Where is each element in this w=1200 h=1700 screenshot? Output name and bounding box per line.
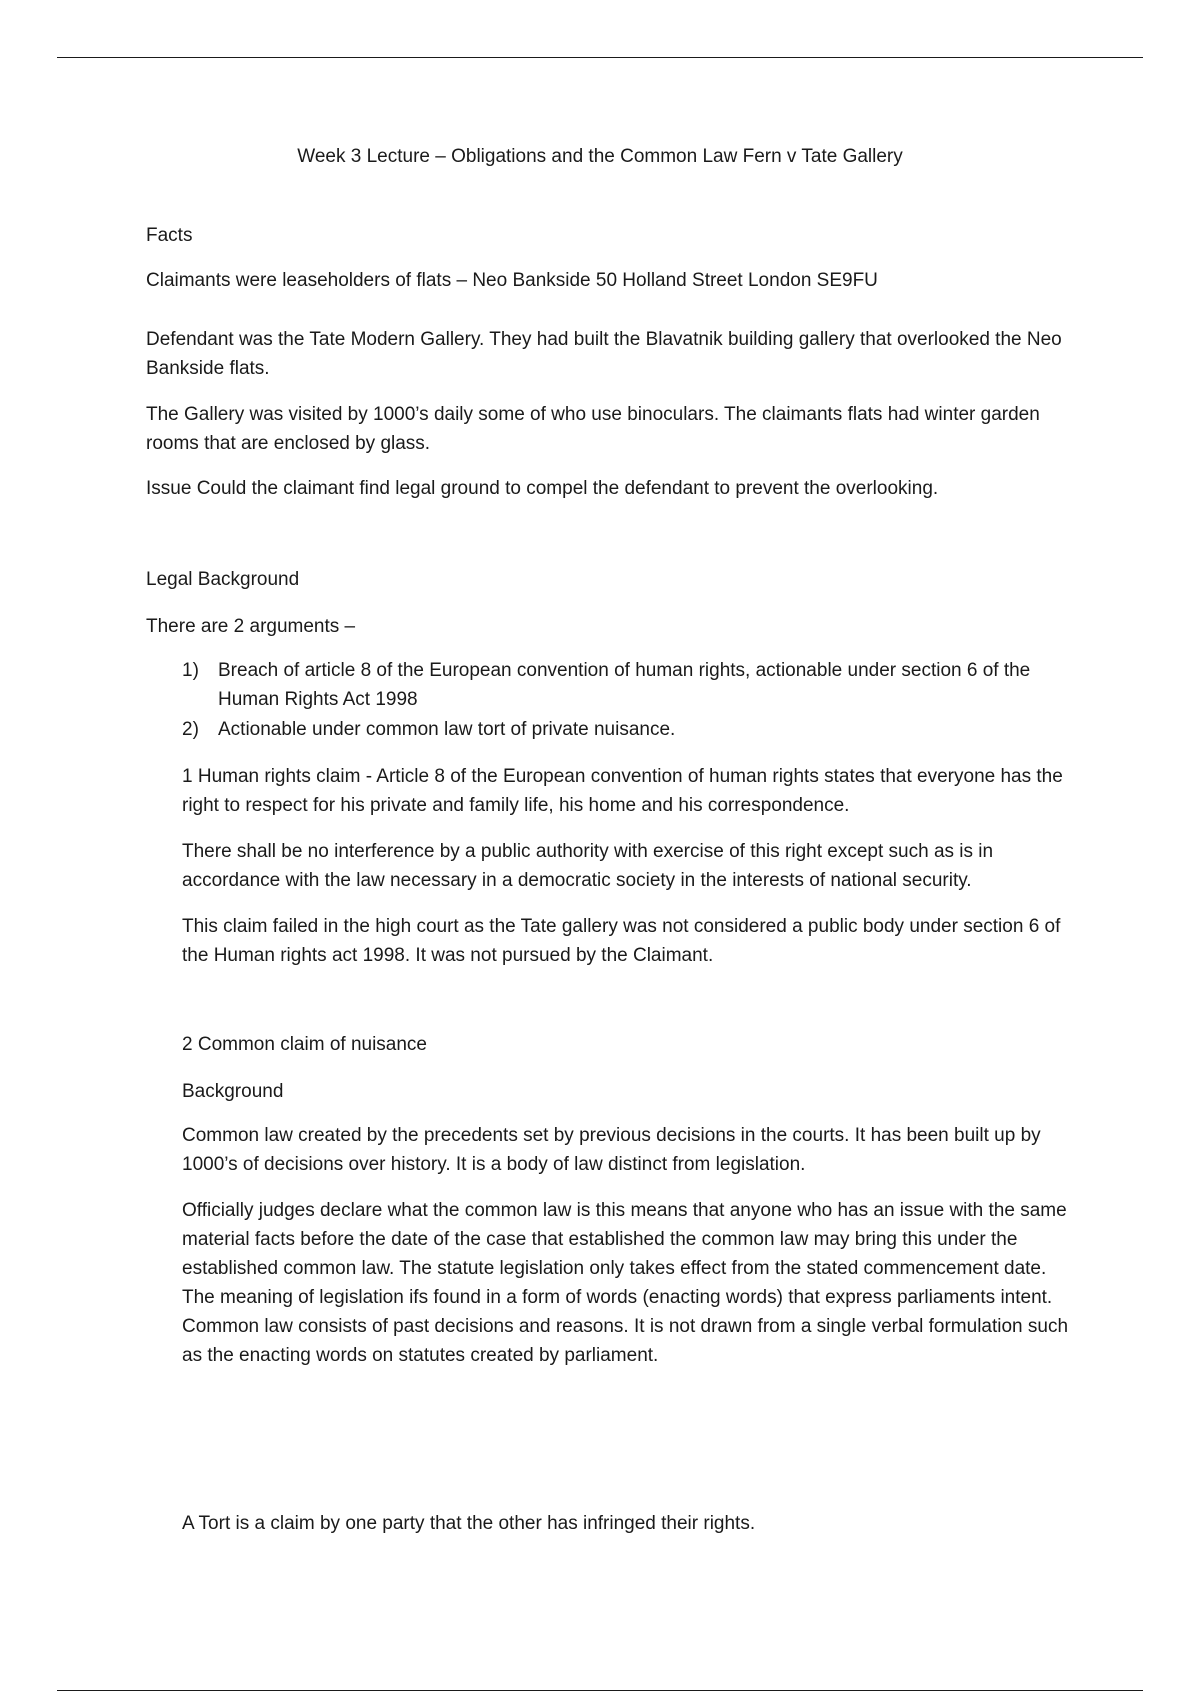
page-title: Week 3 Lecture – Obligations and the Common Law Fern v Tate Gallery bbox=[297, 146, 903, 167]
facts-paragraph-2: Defendant was the Tate Modern Gallery. They had built the Blavatnik building gallery that overlooked the Neo Bankside flats. bbox=[146, 329, 1062, 379]
list-item: Actionable under common law tort of private nuisance. bbox=[218, 719, 676, 740]
nuisance-heading: 2 Common claim of nuisance bbox=[182, 1034, 427, 1055]
list-item-number: 1) bbox=[182, 660, 199, 681]
header-rule bbox=[57, 57, 1143, 58]
background-subheading: Background bbox=[182, 1081, 284, 1102]
human-rights-paragraph-3: This claim failed in the high court as the Tate gallery was not considered a public body under section 6 of the Human rights act 1998. It was not pursued by the Claimant. bbox=[182, 916, 1061, 966]
human-rights-paragraph-1: 1 Human rights claim - Article 8 of the European convention of human rights states that everyone has the right to respect for his private and family life, his home and his correspondence. bbox=[182, 766, 1063, 816]
facts-issue: Issue Could the claimant find legal ground to compel the defendant to prevent the overlooking. bbox=[146, 478, 939, 499]
human-rights-paragraph-2: There shall be no interference by a public authority with exercise of this right except such as is in accordance with the law necessary in a democratic society in the interests of national security. bbox=[182, 841, 994, 891]
list-item-number: 2) bbox=[182, 719, 199, 740]
arguments-intro: There are 2 arguments – bbox=[146, 616, 356, 637]
facts-paragraph-3: The Gallery was visited by 1000’s daily some of who use binoculars. The claimants flats had winter garden rooms that are enclosed by glass. bbox=[146, 404, 1040, 454]
facts-paragraph-1: Claimants were leaseholders of flats – Neo Bankside 50 Holland Street London SE9FU bbox=[146, 270, 878, 291]
background-paragraph-1: Common law created by the precedents set by previous decisions in the courts. It has been built up by 1000’s of decisions over history. It is a body of law distinct from legislation. bbox=[182, 1125, 1041, 1175]
list-item: Breach of article 8 of the European convention of human rights, actionable under section 6 of the Human Rights Act 1998 bbox=[218, 660, 1031, 710]
footer-rule bbox=[57, 1690, 1143, 1691]
legal-background-heading: Legal Background bbox=[146, 569, 300, 590]
facts-heading: Facts bbox=[146, 225, 193, 246]
tort-definition: A Tort is a claim by one party that the other has infringed their rights. bbox=[182, 1513, 756, 1534]
background-paragraph-2: Officially judges declare what the common law is this means that anyone who has an issue with the same material facts before the date of the case that established the common law may bring this under the established common law. The statute legislation only takes effect from the stated commencement date. The meaning of legislation ifs found in a form of words (enacting words) that express parliaments intent. Common law consists of past decisions and reasons. It is not drawn from a single verbal formulation such as the enacting words on statutes created by parliament. bbox=[182, 1200, 1069, 1366]
